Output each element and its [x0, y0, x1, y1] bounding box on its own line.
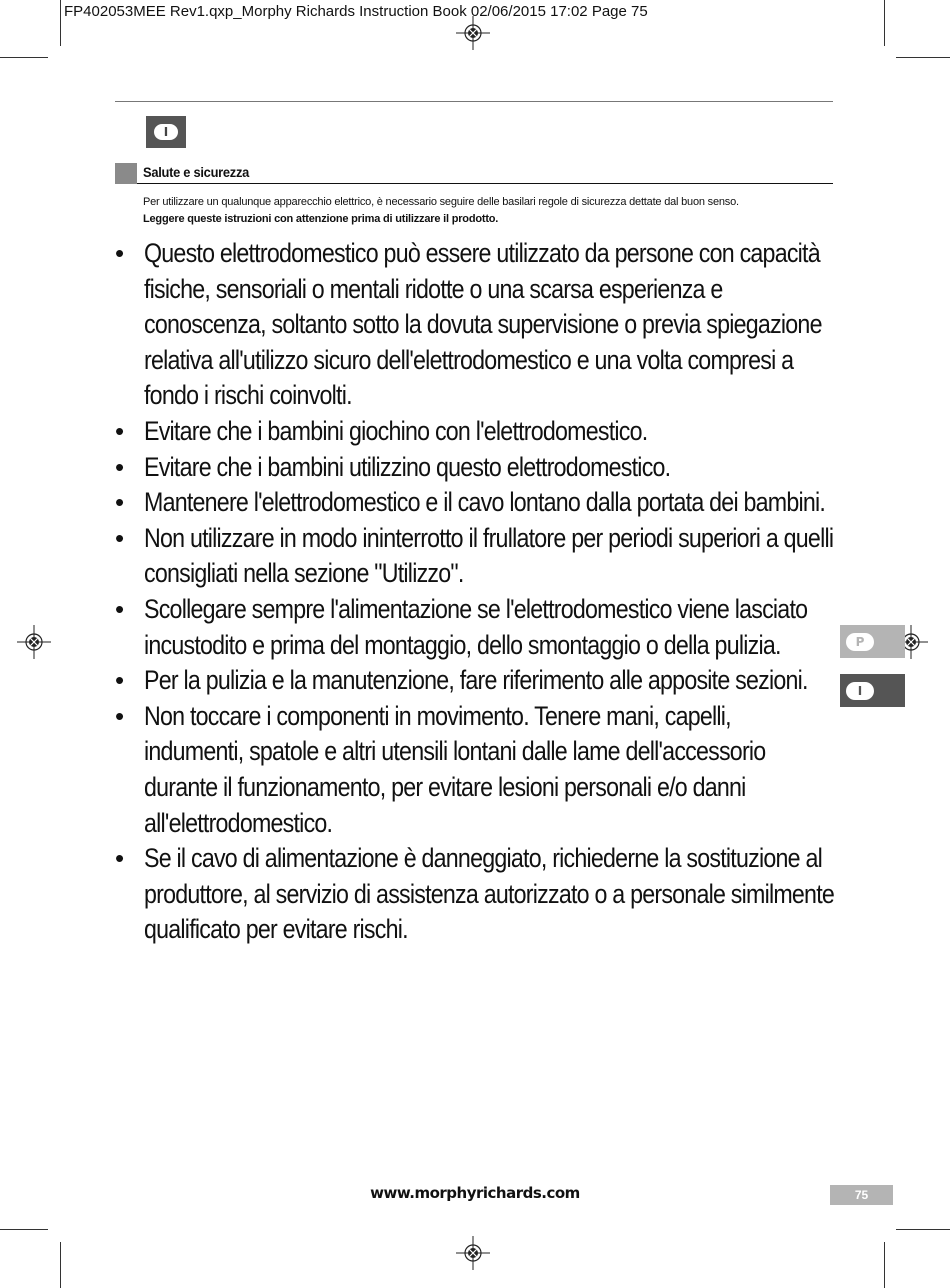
- intro-warning-line: Leggere queste istruzioni con attenzione prima di utilizzare il prodotto.: [143, 213, 499, 225]
- side-tab-italian: [840, 674, 905, 707]
- footer-website: www.morphyrichards.com: [370, 1184, 580, 1202]
- bullet-icon: •: [115, 487, 124, 518]
- list-item: [115, 699, 835, 841]
- bullet-icon: •: [115, 665, 124, 696]
- language-badge-label: I: [154, 124, 178, 140]
- crop-mark-bottom-right-v: [884, 1242, 885, 1288]
- list-item-text: Evitare che i bambini utilizzino questo elettrodomestico.: [144, 451, 671, 482]
- intro-line: Per utilizzare un qualunque apparecchio elettrico, è necessario seguire delle basilari regole di sicurezza dettate dal buon senso.: [143, 196, 739, 208]
- list-item-text: Mantenere l'elettrodomestico e il cavo lontano dalla portata dei bambini.: [144, 487, 826, 518]
- list-item-text: Se il cavo di alimentazione è danneggiato, richiederne la sostituzione al produttore, al servizio di assistenza autorizzato o a personale similmente qualificato per evitare rischi.: [144, 843, 835, 945]
- list-item: [115, 592, 835, 663]
- list-item-text: Questo elettrodomestico può essere utilizzato da persone con capacità fisiche, sensoriali o mentali ridotte o una scarsa esperienza e conoscenza, soltanto sotto la dovuta supervisione o previa spiegazione relativa all'utilizzo sicuro dell'elettrodomestico e una volta compresi a fondo i rischi coinvolti.: [144, 238, 822, 411]
- safety-bullet-list: [115, 236, 835, 948]
- registration-mark-top-icon: [456, 16, 490, 50]
- list-item-text: Scollegare sempre l'alimentazione se l'elettrodomestico viene lasciato incustodito e prima del montaggio, dello smontaggio o della pulizia.: [144, 593, 808, 660]
- list-item-text: Non toccare i componenti in movimento. Tenere mani, capelli, indumenti, spatole e altri utensili lontani dalle lame dell'accessorio durante il funzionamento, per evitare lesioni personali e/o danni all'elettrodomestico.: [144, 700, 766, 838]
- header-rule: [115, 101, 833, 102]
- list-item: [115, 485, 835, 521]
- list-item: [115, 663, 835, 699]
- crop-mark-bottom-left-h: [0, 1229, 48, 1230]
- list-item: [115, 236, 835, 414]
- bullet-icon: •: [115, 522, 124, 553]
- crop-mark-bottom-right-h: [896, 1229, 950, 1230]
- registration-mark-bottom-icon: [456, 1236, 490, 1270]
- list-item-text: Per la pulizia e la manutenzione, fare riferimento alle apposite sezioni.: [144, 665, 808, 696]
- bullet-icon: •: [115, 238, 124, 268]
- section-marker: [115, 163, 137, 184]
- crop-mark-top-left-v: [60, 0, 61, 46]
- print-slug-line: FP402053MEE Rev1.qxp_Morphy Richards Instruction Book 02/06/2015 17:02 Page 75: [64, 3, 648, 20]
- side-tab-portuguese: [840, 625, 905, 658]
- list-item-text: Non utilizzare in modo ininterrotto il frullatore per periodi superiori a quelli consigliati nella sezione "Utilizzo".: [144, 522, 834, 589]
- crop-mark-top-left-h: [0, 57, 48, 58]
- bullet-icon: •: [115, 415, 124, 446]
- language-badge: [146, 116, 186, 148]
- crop-mark-top-right-h: [896, 57, 950, 58]
- section-intro: [143, 194, 823, 228]
- list-item-text: Evitare che i bambini giochino con l'elettrodomestico.: [144, 415, 648, 446]
- bullet-icon: •: [115, 700, 124, 731]
- bullet-icon: •: [115, 451, 124, 482]
- crop-mark-top-right-v: [884, 0, 885, 46]
- bullet-icon: •: [115, 843, 124, 874]
- section-heading: [115, 163, 833, 184]
- list-item: [115, 521, 835, 592]
- section-title: Salute e sicurezza: [143, 164, 250, 180]
- side-tab-label: P: [846, 633, 874, 651]
- bullet-icon: •: [115, 593, 124, 624]
- list-item: [115, 841, 835, 948]
- page-number: 75: [830, 1185, 893, 1205]
- crop-mark-bottom-left-v: [60, 1242, 61, 1288]
- side-tab-label: I: [846, 682, 874, 700]
- list-item: [115, 414, 835, 450]
- registration-mark-left-icon: [17, 625, 51, 659]
- list-item: [115, 450, 835, 486]
